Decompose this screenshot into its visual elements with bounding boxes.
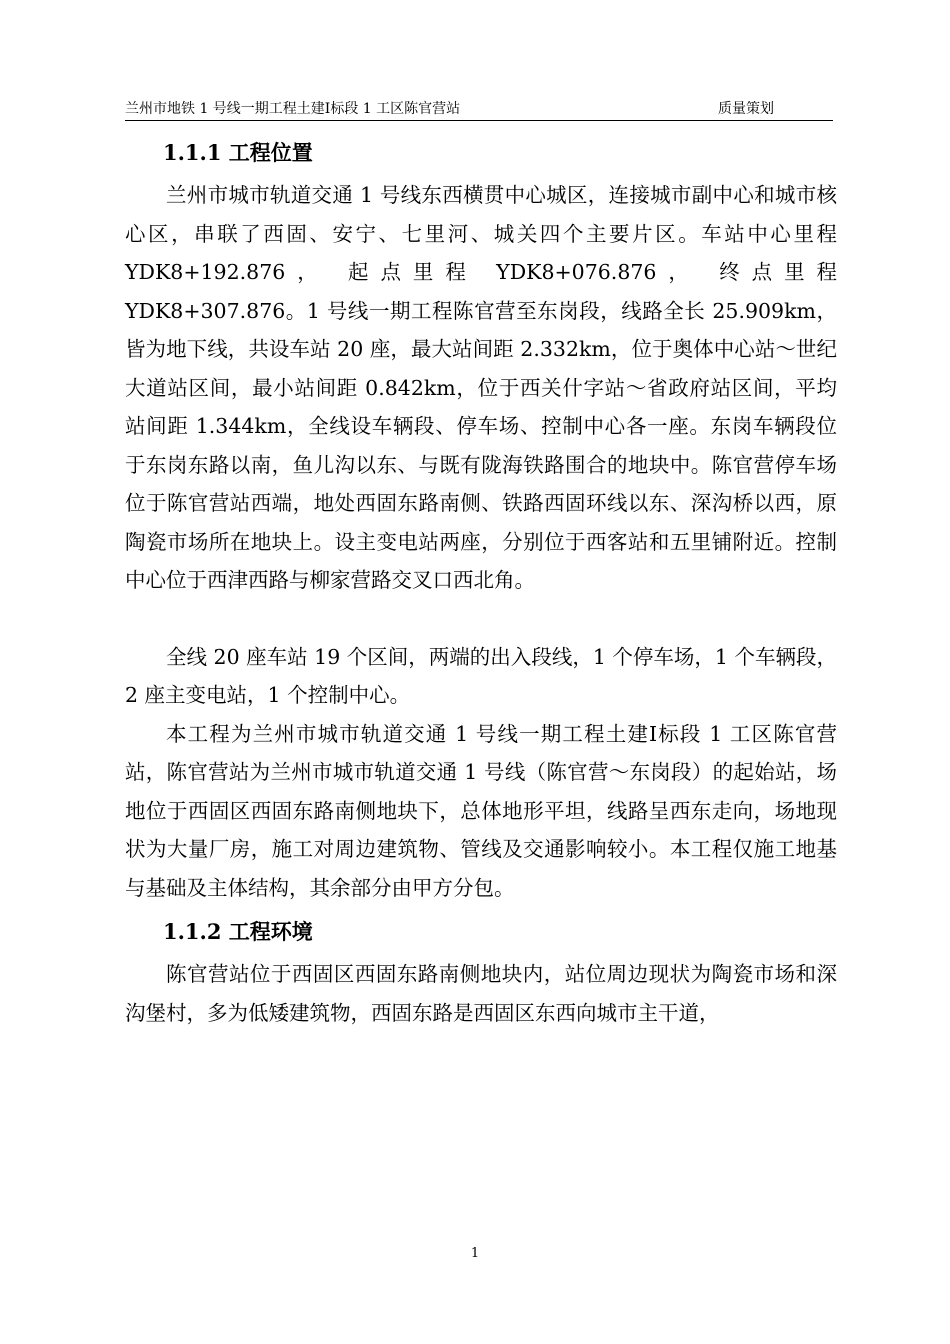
header-title: 兰州市地铁 1 号线一期工程土建Ⅰ标段 1 工区陈官营站 <box>125 101 461 117</box>
paragraph-line-summary: 全线 20 座车站 19 个区间，两端的出入段线，1 个停车场，1 个车辆段，2 座主变电站，1 个控制中心。 <box>125 644 837 707</box>
page-header <box>125 98 833 121</box>
page-number: 1 <box>470 1246 480 1261</box>
paragraph-environment: 陈官营站位于西固区西固东路南侧地块内，站位周边现状为陶瓷市场和深沟堡村，多为低矮建筑物，西固东路是西固区东西向城市主干道， <box>125 962 837 1025</box>
section-heading-location: 1.1.1 工程位置 <box>163 140 313 165</box>
section-heading-environment: 1.1.2 工程环境 <box>163 919 313 944</box>
paragraph-location-overview: 兰州市城市轨道交通 1 号线东西横贯中心城区，连接城市副中心和城市核心区，串联了西固、安宁、七里河、城关四个主要片区。车站中心里程 YDK8+192.876， 起点里程 YDK8+076.876， 终点里程 YDK8+307.876。1 号线一期工程陈官营至东岗段，线路全长 25.909km，皆为地下线，共设车站 20 座，最大站间距 2.332km，位于奥体中心站～世纪大道站区间，最小站间距 0.842km，位于西关什字站～省政府站区间，平均站间距 1.344km，全线设车辆段、停车场、控制中心各一座。东岗车辆段位于东岗东路以南，鱼儿沟以东、与既有陇海铁路围合的地块中。陈官营停车场位于陈官营站西端，地处西固东路南侧、铁路西固环线以东、深沟桥以西，原陶瓷市场所在地块上。设主变电站两座，分别位于西客站和五里铺附近。控制中心位于西津西路与柳家营路交叉口西北角。 <box>125 183 837 592</box>
paragraph-project-scope: 本工程为兰州市城市轨道交通 1 号线一期工程土建Ⅰ标段 1 工区陈官营站，陈官营站为兰州市城市轨道交通 1 号线（陈官营～东岗段）的起始站，场地位于西固区西固东路南侧地块下，总体地形平坦，线路呈西东走向，场地现状为大量厂房，施工对周边建筑物、管线及交通影响较小。本工程仅施工地基与基础及主体结构，其余部分由甲方分包。 <box>125 721 837 900</box>
document-body <box>125 130 837 1032</box>
header-doc-type: 质量策划 <box>718 101 774 117</box>
